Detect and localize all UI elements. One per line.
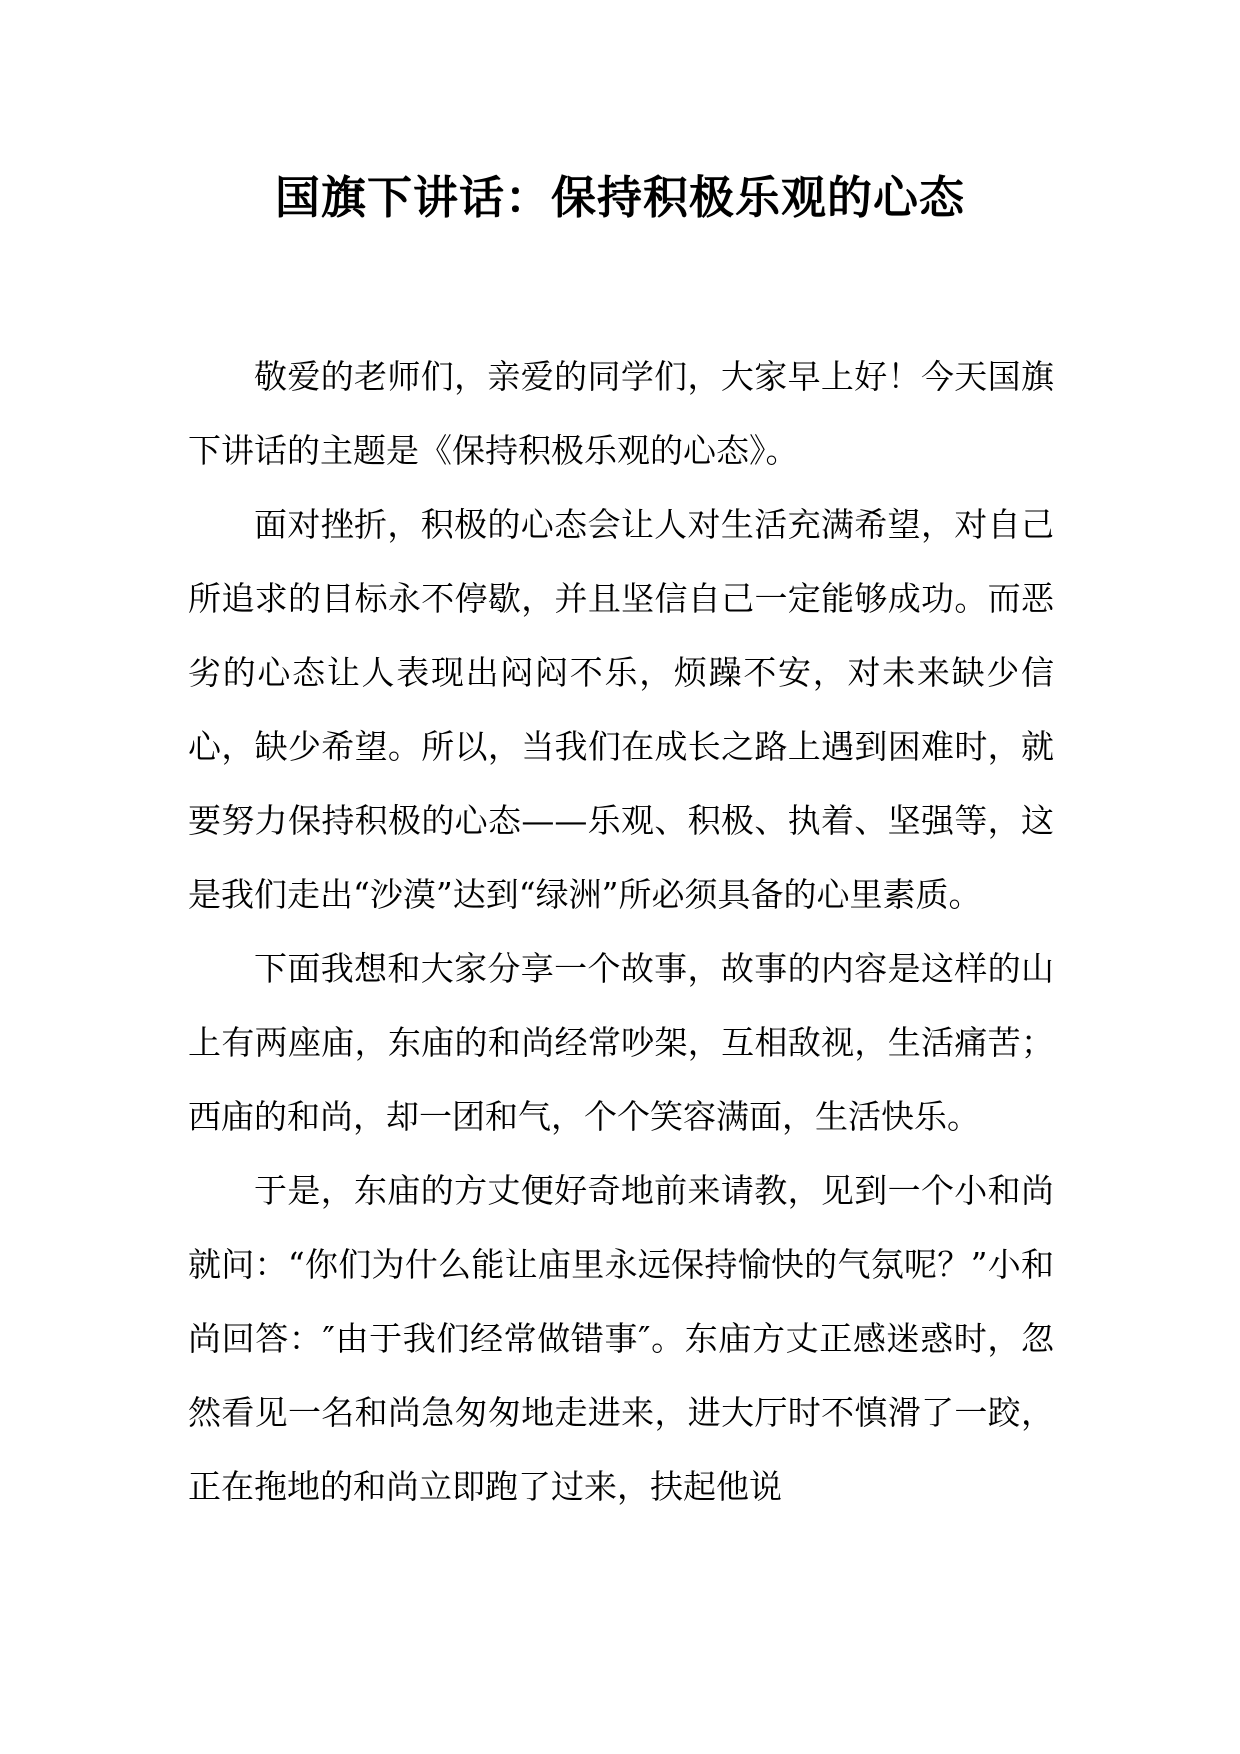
paragraph-attitude: 面对挫折，积极的心态会让人对生活充满希望，对自己所追求的目标永不停歇，并且坚信自己一定能够成功。而恶劣的心态让人表现出闷闷不乐，烦躁不安，对未来缺少信心，缺少希望。所以，当我们在成长之路上遇到困难时，就要努力保持积极的心态——乐观、积极、执着、坚强等，这是我们走出“沙漠”达到“绿洲”所必须具备的心里素质。 (188, 505, 1054, 914)
paragraph-story-dialogue: 于是，东庙的方丈便好奇地前来请教，见到一个小和尚就问：“你们为什么能让庙里永远保持愉快的气氛呢？”小和尚回答：″由于我们经常做错事″。东庙方丈正感迷惑时，忽然看见一名和尚急匆匆地走进来，进大厅时不慎滑了一跤，正在拖地的和尚立即跑了过来，扶起他说 (188, 1171, 1054, 1506)
document-body (188, 340, 1054, 1524)
paragraph-greeting: 敬爱的老师们，亲爱的同学们，大家早上好！今天国旗下讲话的主题是《保持积极乐观的心态》。 (188, 357, 1054, 470)
page-title: 国旗下讲话：保持积极乐观的心态 (274, 171, 965, 224)
paragraph-story-intro: 下面我想和大家分享一个故事，故事的内容是这样的山上有两座庙，东庙的和尚经常吵架，互相敌视，生活痛苦；西庙的和尚，却一团和气，个个笑容满面，生活快乐。 (188, 949, 1054, 1136)
